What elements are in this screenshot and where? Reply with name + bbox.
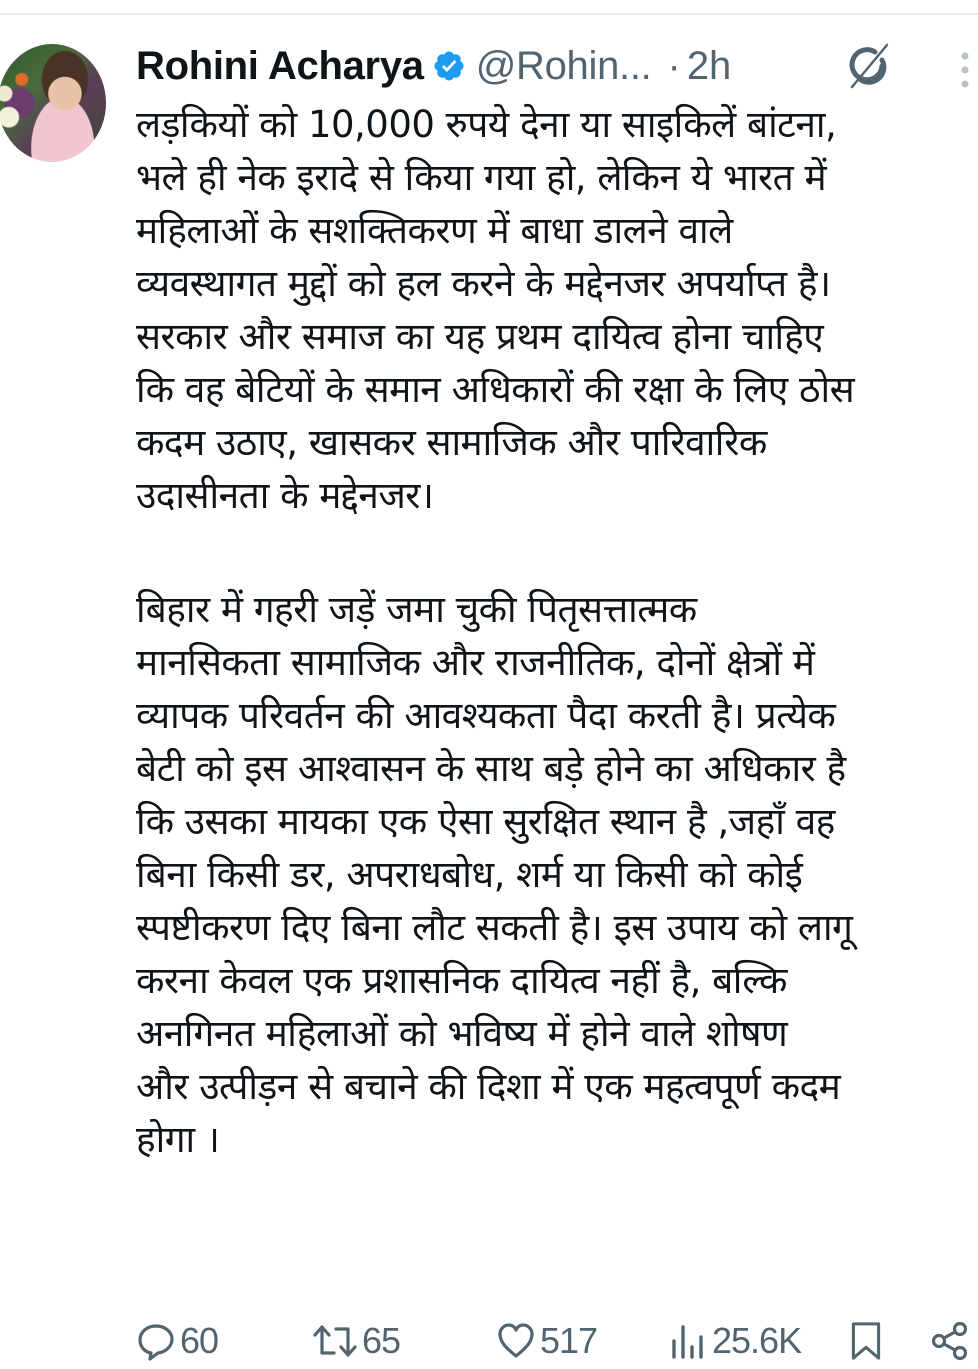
views-button[interactable] <box>668 1318 801 1364</box>
bookmark-icon <box>848 1318 884 1364</box>
heart-icon <box>496 1321 536 1361</box>
tweet-text-line: कि उसका मायका एक ऐसा सुरक्षित स्थान है ,जहाँ वह <box>136 800 835 843</box>
verified-badge-icon[interactable] <box>432 49 466 83</box>
tweet-text-line: मानसिकता सामाजिक और राजनीतिक, दोनों क्षेत्रों में <box>136 641 815 684</box>
tweet-text-line: कि वह बेटियों के समान अधिकारों की रक्षा के लिए ठोस <box>136 368 855 411</box>
repost-icon <box>312 1321 358 1361</box>
avatar[interactable] <box>0 44 106 162</box>
tweet-header <box>136 40 731 92</box>
like-button[interactable] <box>496 1318 597 1364</box>
tweet-text-line: व्यापक परिवर्तन की आवश्यकता पैदा करती है। प्रत्येक <box>136 694 836 737</box>
tweet-text-line: व्यवस्थागत मुद्दों को हल करने के मद्देनजर अपर्याप्त है। <box>136 262 831 305</box>
grok-icon[interactable] <box>842 40 894 92</box>
tweet-text-line: करना केवल एक प्रशासनिक दायित्व नहीं है, बल्कि <box>136 959 787 1002</box>
reply-count: 60 <box>180 1320 219 1361</box>
tweet-text <box>136 98 978 1166</box>
tweet-text-line: कदम उठाए, खासकर सामाजिक और पारिवारिक <box>136 421 767 464</box>
tweet-text-line: स्पष्टीकरण दिए बिना लौट सकती है। इस उपाय को लागू <box>136 906 853 949</box>
paragraph-gap <box>136 522 978 583</box>
tweet-text-line: बेटी को इस आश्वासन के साथ बड़े होने का अधिकार है <box>136 747 846 790</box>
views-count: 25.6K <box>712 1320 802 1361</box>
tweet-text-line: उदासीनता के मद्देनजर। <box>136 474 434 517</box>
tweet-text-line: महिलाओं के सशक्तिकरण में बाधा डालने वाले <box>136 209 733 252</box>
tweet-text-line: होगा । <box>136 1118 220 1161</box>
author-display-name[interactable]: Rohini Acharya <box>136 43 424 88</box>
repost-count: 65 <box>362 1320 401 1361</box>
tweet-text-line: सरकार और समाज का यह प्रथम दायित्व होना चाहिए <box>136 315 824 358</box>
share-button[interactable] <box>930 1318 970 1364</box>
tweet-text-line: अनगिनत महिलाओं को भविष्य में होने वाले शोषण <box>136 1012 788 1055</box>
bookmark-button[interactable] <box>848 1318 884 1364</box>
more-vertical-icon[interactable] <box>958 50 972 90</box>
share-icon <box>930 1321 970 1361</box>
tweet-text-line: बिहार में गहरी जड़ें जमा चुकी पितृसत्तात्मक <box>136 588 697 631</box>
repost-button[interactable] <box>312 1318 400 1364</box>
tweet-text-line: और उत्पीड़न से बचाने की दिशा में एक महत्वपूर्ण कदम <box>136 1065 841 1108</box>
views-chart-icon <box>668 1321 708 1361</box>
reply-icon <box>136 1321 176 1361</box>
separator-dot: · <box>667 43 681 88</box>
author-handle[interactable]: @Rohin... <box>475 43 652 88</box>
tweet-text-line: लड़कियों को 10,000 रुपये देना या साइकिलें बांटना, <box>136 103 837 146</box>
tweet-action-bar <box>136 1318 978 1364</box>
tweet-text-line: बिना किसी डर, अपराधबोध, शर्म या किसी को कोई <box>136 853 803 896</box>
reply-button[interactable] <box>136 1318 218 1364</box>
like-count: 517 <box>540 1320 598 1361</box>
tweet-text-line: भले ही नेक इरादे से किया गया हो, लेकिन ये भारत में <box>136 156 827 199</box>
top-divider <box>0 13 978 15</box>
timestamp[interactable]: 2h <box>686 43 732 88</box>
